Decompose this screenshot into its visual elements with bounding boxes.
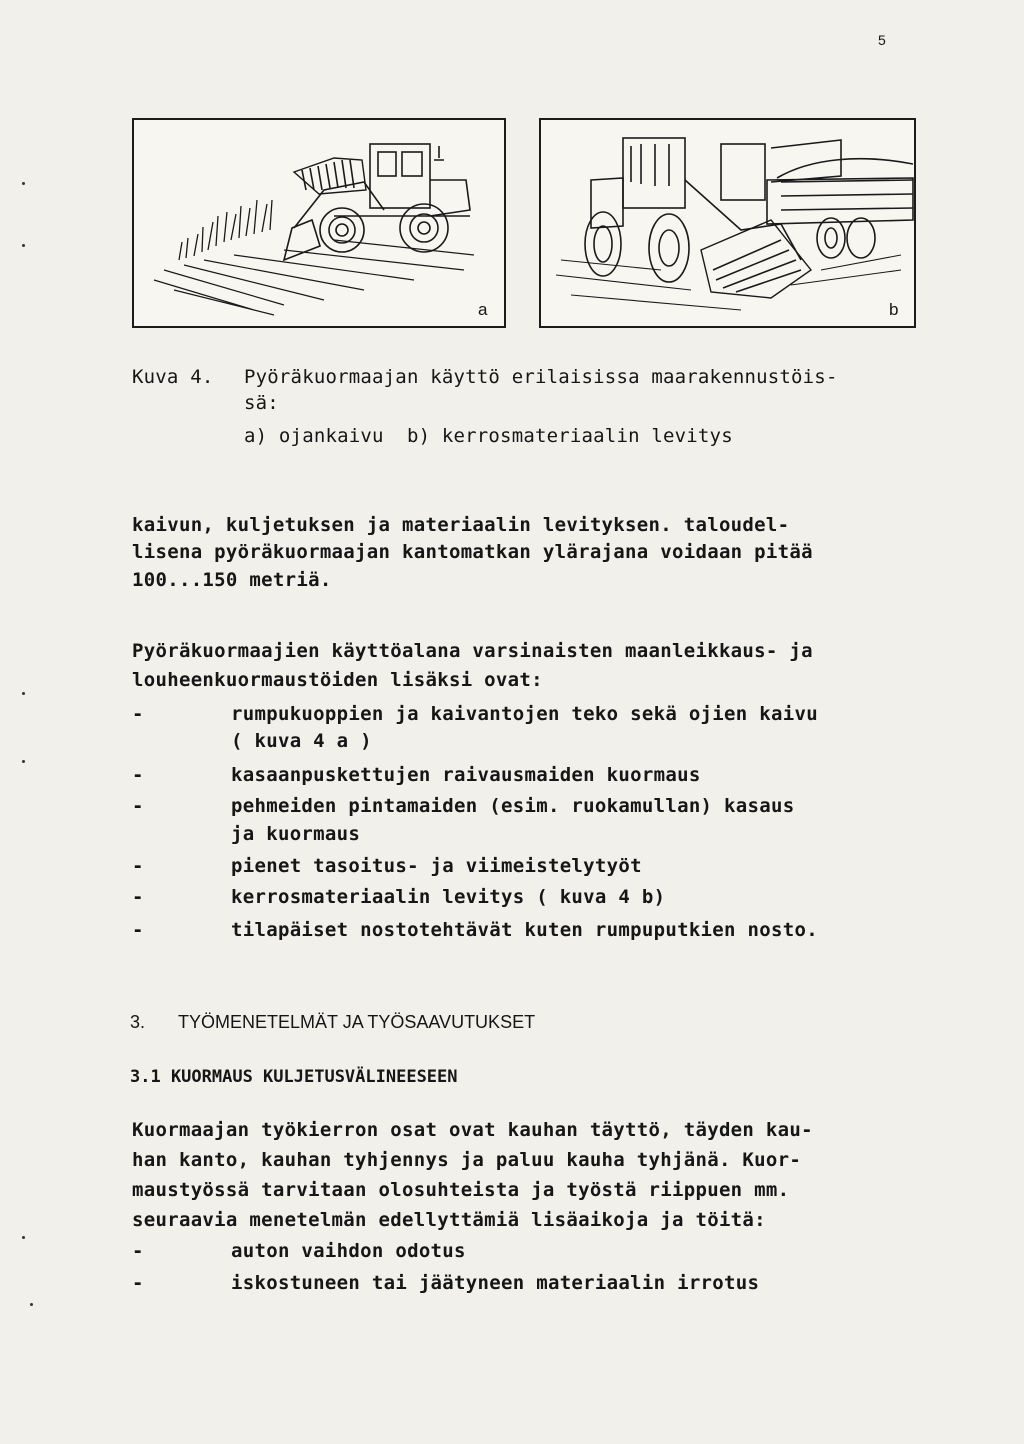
list-item-2: kasaanpuskettujen raivausmaiden kuormaus bbox=[231, 764, 701, 786]
figure-panel-a bbox=[132, 118, 506, 328]
section-3-1-line-4: seuraavia menetelmän edellyttämiä lisäaikoja ja töitä: bbox=[132, 1209, 766, 1231]
paragraph-1-line-3: 100...150 metriä. bbox=[132, 569, 332, 591]
list-dash: - bbox=[132, 1272, 144, 1294]
paragraph-2-line-2: louheenkuormaustöiden lisäksi ovat: bbox=[132, 669, 543, 691]
caption-line-2: sä: bbox=[244, 392, 279, 414]
caption-label: Kuva 4. bbox=[132, 366, 214, 388]
section-3-1-line-1: Kuormaajan työkierron osat ovat kauhan täyttö, täyden kau- bbox=[132, 1119, 813, 1141]
caption-line-3: a) ojankaivu b) kerrosmateriaalin levitys bbox=[244, 425, 733, 447]
list-item-3-line-2: ja kuormaus bbox=[231, 823, 361, 845]
section-3-1-item-1: auton vaihdon odotus bbox=[231, 1240, 466, 1262]
scan-speck bbox=[30, 1303, 33, 1306]
caption-line-1: Pyöräkuormaajan käyttö erilaisissa maarakennustöis- bbox=[244, 366, 838, 388]
list-item-5: kerrosmateriaalin levitys ( kuva 4 b) bbox=[231, 886, 666, 908]
wheel-loader-ditching-illustration bbox=[134, 120, 504, 326]
figure-panel-b bbox=[539, 118, 916, 328]
wheel-loader-spreading-illustration bbox=[541, 120, 914, 326]
section-3-1-heading: 3.1 KUORMAUS KULJETUSVÄLINEESEEN bbox=[130, 1067, 458, 1087]
scan-speck bbox=[22, 692, 25, 695]
list-item-1-line-1: rumpukuoppien ja kaivantojen teko sekä ojien kaivu bbox=[231, 703, 818, 725]
section-3-1-line-3: maustyössä tarvitaan olosuhteista ja työstä riippuen mm. bbox=[132, 1179, 790, 1201]
list-dash: - bbox=[132, 919, 144, 941]
section-3-1-line-2: han kanto, kauhan tyhjennys ja paluu kauha tyhjänä. Kuor- bbox=[132, 1149, 802, 1171]
paragraph-1-line-1: kaivun, kuljetuksen ja materiaalin levityksen. taloudel- bbox=[132, 514, 790, 536]
list-dash: - bbox=[132, 764, 144, 786]
paragraph-1-line-2: lisena pyöräkuormaajan kantomatkan ylärajana voidaan pitää bbox=[132, 541, 813, 563]
list-item-6: tilapäiset nostotehtävät kuten rumpuputkien nosto. bbox=[231, 919, 818, 941]
panel-b-letter: b bbox=[889, 300, 899, 319]
paragraph-2-line-1: Pyöräkuormaajien käyttöalana varsinaisten maanleikkaus- ja bbox=[132, 640, 813, 662]
list-dash: - bbox=[132, 855, 144, 877]
list-dash: - bbox=[132, 886, 144, 908]
page-number: 5 bbox=[878, 32, 886, 48]
list-item-1-line-2: ( kuva 4 a ) bbox=[231, 730, 372, 752]
list-item-3-line-1: pehmeiden pintamaiden (esim. ruokamullan) kasaus bbox=[231, 795, 795, 817]
section-3-number: 3. bbox=[130, 1012, 146, 1032]
scan-speck bbox=[22, 760, 25, 763]
list-dash: - bbox=[132, 1240, 144, 1262]
section-3-title: TYÖMENETELMÄT JA TYÖSAAVUTUKSET bbox=[178, 1012, 536, 1032]
list-item-4: pienet tasoitus- ja viimeistelytyöt bbox=[231, 855, 642, 877]
scan-speck bbox=[22, 244, 25, 247]
list-dash: - bbox=[132, 795, 144, 817]
list-dash: - bbox=[132, 703, 144, 725]
section-3-1-item-2: iskostuneen tai jäätyneen materiaalin irrotus bbox=[231, 1272, 760, 1294]
panel-a-letter: a bbox=[478, 300, 488, 319]
scan-speck bbox=[22, 182, 25, 185]
scan-speck bbox=[22, 1236, 25, 1239]
